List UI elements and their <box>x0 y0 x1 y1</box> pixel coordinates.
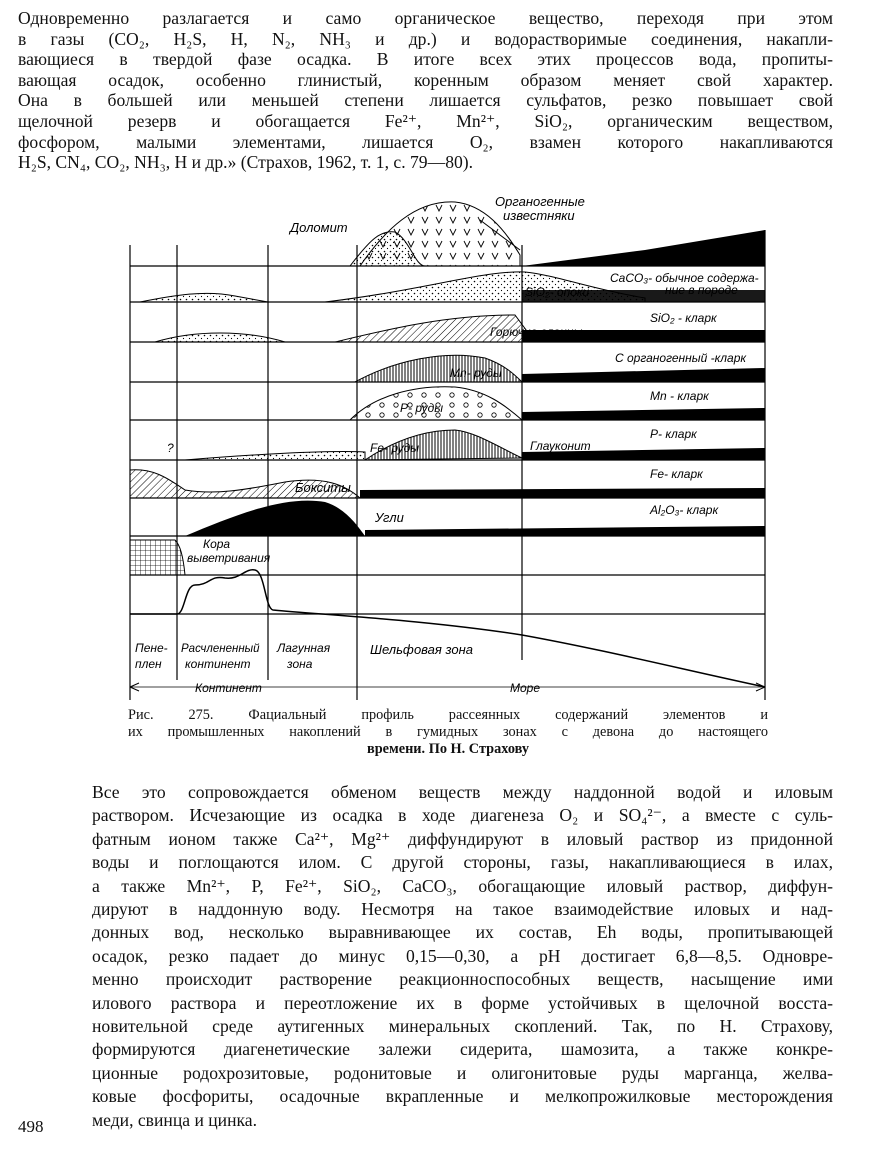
label-fe-clark: Fe- кларк <box>650 467 703 481</box>
label-peneplain-1: Пене- <box>135 641 168 655</box>
facies-profile-figure <box>125 190 770 705</box>
figure-caption <box>128 707 768 758</box>
text-line: осадок, резко падает до минус 0,15—0,30, а pH достигает 6,8—8,5. Одновре- <box>92 945 833 966</box>
text-line: Все это сопровождается обменом веществ между наддонной водой и иловым <box>92 782 833 802</box>
label-caco3-2: ние в породе <box>665 283 738 297</box>
label-p-clark: P- кларк <box>650 427 697 441</box>
label-crust-2: выветривания <box>187 551 271 565</box>
text-line: дируют в наддонную воду. Несмотря на такое взаимодействие иловых и над- <box>92 899 833 920</box>
label-bauxites: Бокситы <box>295 480 351 495</box>
label-sio2-opoki: SiO₂- опоки <box>525 285 590 299</box>
label-shales: Горючие сланцы <box>490 325 583 339</box>
text-line: фатным ионом также Ca²⁺, Mg²⁺ диффундируют в иловый раствор из придонной <box>92 828 833 849</box>
label-fe-ores: Fe- руды <box>370 441 420 455</box>
page-number: 498 <box>18 1117 44 1136</box>
text-line: вающая осадок, особенно глинистый, коренным образом меняет свой характер. <box>18 69 833 90</box>
text-line: менно происходит растворение реакционноспособных веществ, насыщение ими <box>92 969 833 990</box>
paragraph-top <box>18 8 833 173</box>
label-peneplain-2: плен <box>135 657 162 671</box>
text-line: воды и поглощаются илом. С другой стороны, газы, накапливающиеся в илах, <box>92 852 833 873</box>
text-line: донных вод, несколько выравнивающее их состав, Eh воды, пропитывающей <box>92 922 833 943</box>
text-line: Она в большей или меньшей степени лишается сульфатов, резко повышает свой <box>18 90 833 111</box>
label-p-ores: P- руды <box>400 401 444 415</box>
caption-line-3: времени. По Н. Страхову <box>366 741 530 757</box>
label-dolomite: Доломит <box>290 220 348 235</box>
row-weathering-crust <box>130 540 185 575</box>
text-line: в газы (CO₂, H₂S, H, N₂, NH₃ и др.) и водорастворимые соединения, накапли- <box>18 28 833 49</box>
text-line: Одновременно разлагается и само органическое вещество, переходя при этом <box>18 8 833 28</box>
label-continent: Континент <box>195 681 262 695</box>
label-glauconite: Глауконит <box>530 439 591 453</box>
text-line: формируются диагенетические залежи сидерита, шамозита, а также конкре- <box>92 1039 833 1060</box>
text-line: а также Mn²⁺, P, Fe²⁺, SiO₂, CaCO₃, обогащающие иловый раствор, диффун- <box>92 875 833 896</box>
label-coals: Угли <box>375 510 404 525</box>
caption-line-2: их промышленных накоплений в гумидных зонах с девона до настоящего <box>128 724 768 740</box>
text-line: вающиеся в твердой фазе осадка. В итоге всех этих процессов вода, пропиты- <box>18 49 833 70</box>
text-line: ционные родохрозитовые, родонитовые и олигонитовые руды марганца, желва- <box>92 1062 833 1083</box>
label-mn-clark: Mn - кларк <box>650 389 709 403</box>
text-line: меди, свинца и цинка. <box>92 1109 257 1130</box>
label-shelf: Шельфовая зона <box>370 642 473 657</box>
text-line: илового раствора и переотложение их в форме устойчивых в щелочной восста- <box>92 992 833 1013</box>
label-question: ? <box>167 441 174 455</box>
label-c-clark: C органогенный -кларк <box>615 351 747 365</box>
label-al2o3-clark: Al₂O₃- кларк <box>650 503 719 517</box>
label-dissected-1: Расчлененный <box>181 643 260 655</box>
text-line: щелочной резерв и обогащается Fe²⁺, Mn²⁺, SiO₂, органическим веществом, <box>18 110 833 131</box>
label-caco3: CaCO₃- обычное содержа- <box>610 271 759 285</box>
label-sea: Море <box>510 681 541 695</box>
label-lagoon-2: зона <box>287 657 313 671</box>
label-limestones-1: Органогенные <box>495 194 585 209</box>
paragraph-bottom <box>18 781 833 1132</box>
label-mn-ores: Mn- руды <box>450 366 502 380</box>
text-line: фосфором, малыми элементами, лишается O₂, взамен которого накапливаются <box>18 131 833 152</box>
label-crust-1: Кора <box>203 537 231 551</box>
label-dissected-2: континент <box>185 657 251 671</box>
label-sio2-clark: SiO₂ - кларк <box>650 311 717 325</box>
text-line: ковые фосфориты, осадочные вкрапленные и мелкопрожилковые месторождения <box>92 1086 833 1107</box>
text-line: новительной среде аутигенных минеральных скоплений. Так, по Н. Страхову, <box>92 1016 833 1037</box>
label-lagoon-1: Лагунная <box>277 641 331 655</box>
text-line: H₂S, CN₄, CO₂, NH₃, H и др.» (Страхов, 1962, т. 1, с. 79—80). <box>18 152 474 173</box>
label-limestones-2: известняки <box>503 208 575 223</box>
caption-line-1: Рис. 275. Фациальный профиль рассеянных содержаний элементов и <box>128 707 768 723</box>
text-line: раствором. Исчезающие из осадка в ходе диагенеза O₂ и SO₄²⁻, а вместе с суль- <box>92 805 833 826</box>
